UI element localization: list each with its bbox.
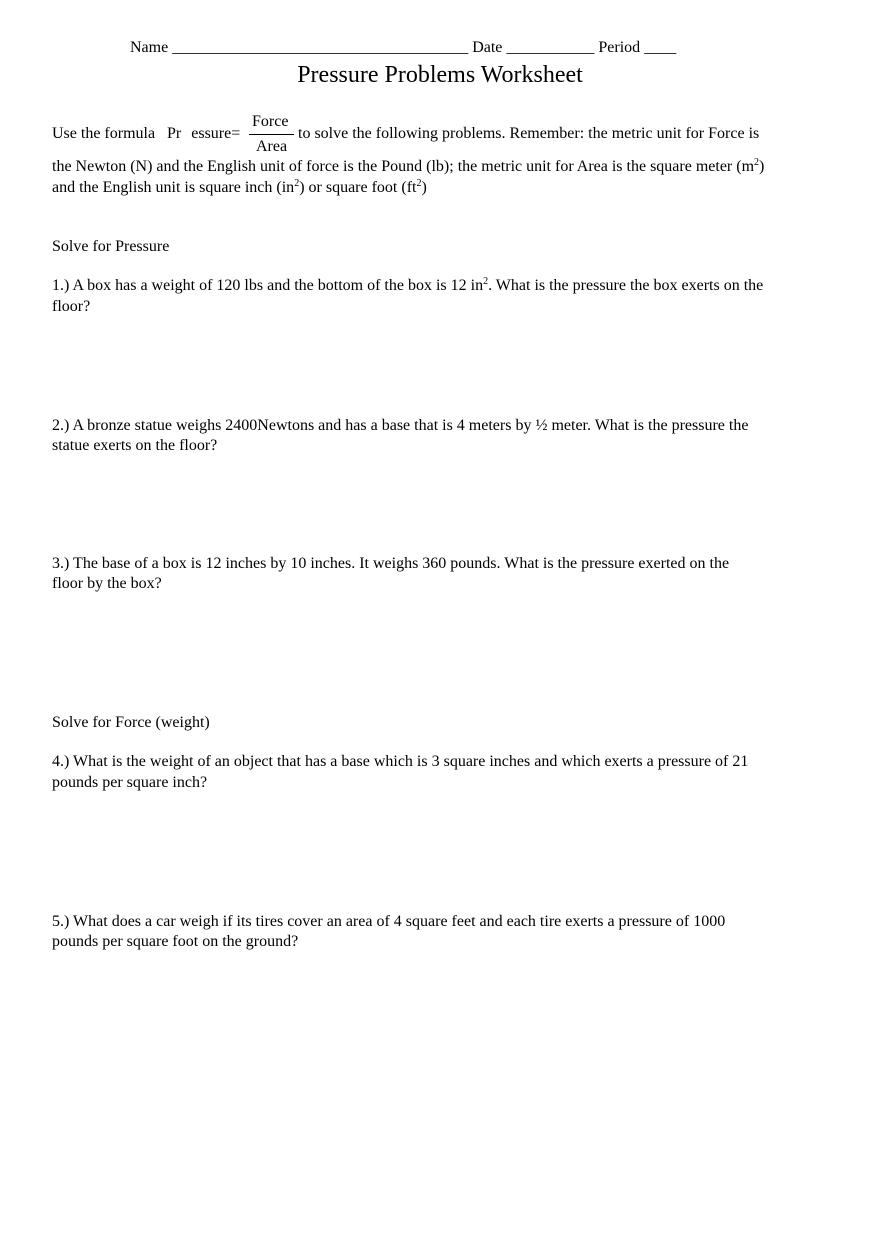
date-blank: ___________ xyxy=(506,39,595,56)
formula-numerator: Force xyxy=(252,113,289,130)
page-title: Pressure Problems Worksheet xyxy=(297,62,583,88)
intro-line3: and the English unit is square inch $(in^2)$ or square foot $(ft^2)$ xyxy=(52,178,427,196)
problem-4-line1: 4.) What is the weight of an object that has a base which is 3 square inches and which exerts a pressure of 21 xyxy=(52,753,749,770)
period-label: Period xyxy=(598,39,641,56)
name-blank: _____________________________________ xyxy=(172,39,469,56)
problem-2-line2: statue exerts on the floor? xyxy=(52,437,218,454)
intro-line2: the Newton (N) and the English unit of force is the Pound (lb); the metric unit for Area is the square meter $(m^2)$ xyxy=(52,157,765,175)
intro-line1-rest: to solve the following problems. Remember: the metric unit for Force is xyxy=(298,125,760,142)
intro-formula-lhs: Pr essure= xyxy=(167,125,241,142)
header-fields xyxy=(130,39,676,57)
section-heading-force: Solve for Force (weight) xyxy=(52,714,210,731)
date-label: Date xyxy=(472,39,503,56)
problem-2-line1: 2.) A bronze statue weighs 2400Newtons and has a base that is 4 meters by ½ meter. What is the pressure the xyxy=(52,417,749,434)
section-heading-pressure: Solve for Pressure xyxy=(52,238,170,255)
problem-1-line1: 1.) A box has a weight of 120 lbs and the bottom of the box is 12 $in^2$. What is the pressure the box exerts on the xyxy=(52,276,764,294)
problem-4-line2: pounds per square inch? xyxy=(52,774,208,791)
fraction-bar xyxy=(249,134,294,135)
intro-prefix: Use the formula xyxy=(52,125,156,142)
problem-3-line2: floor by the box? xyxy=(52,575,162,592)
formula-denominator: Area xyxy=(256,138,288,155)
problem-3-line1: 3.) The base of a box is 12 inches by 10 inches. It weighs 360 pounds. What is the pressure exerted on the xyxy=(52,555,730,572)
problem-5-line2: pounds per square foot on the ground? xyxy=(52,933,299,950)
problem-1-line2: floor? xyxy=(52,298,91,315)
problem-5-line1: 5.) What does a car weigh if its tires cover an area of 4 square feet and each tire exerts a pressure of 1000 xyxy=(52,913,726,930)
period-blank: ____ xyxy=(644,39,677,56)
name-label: Name xyxy=(130,39,169,56)
